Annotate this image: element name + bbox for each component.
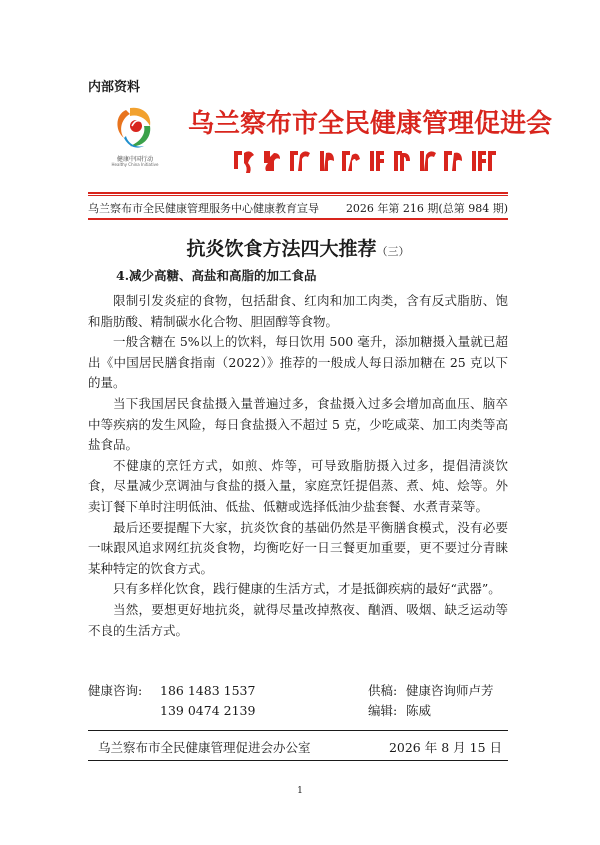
paragraph: 限制引发炎症的食物，包括甜食、红肉和加工肉类，含有反式脂肪、饱和脂肪酸、精制碳水化合物、胆固醇等食物。 [88, 293, 508, 329]
healthy-china-logo-icon [96, 104, 178, 186]
paragraph: 不健康的烹饪方式，如煎、炸等，可导致脂肪摄入过多，提倡清淡饮食，尽量减少烹调油与食盐的摄入量，家庭烹饪提倡蒸、煮、炖、烩等。外卖订餐下单时注明低油、低盐、低糖或选择低油少盐套餐、水煮青菜等。 [88, 457, 508, 514]
logo-subcaption: Healthy China Initiative [111, 162, 159, 167]
organization-title: 乌兰察布市全民健康管理促进会 [188, 109, 553, 139]
article-title-text: 抗炎饮食方法四大推荐 [186, 238, 377, 260]
internal-material-label: 内部资料 [88, 80, 141, 95]
article-title [88, 234, 508, 261]
section-heading: 4.减少高糖、高盐和高脂的加工食品 [116, 268, 317, 283]
footer-office: 乌兰察布市全民健康管理促进会办公室 [98, 740, 311, 755]
contributor-label: 供稿: [368, 683, 398, 698]
header-divider-bottom [88, 218, 508, 220]
paragraph: 当下我国居民食盐摄入量普遍过多，食盐摄入过多会增加高血压、脑卒中等疾病的发生风险，每日食盐摄入不超过 5 克，少吃咸菜、加工肉类等高盐食品。 [88, 395, 508, 453]
consult-label: 健康咨询: [88, 683, 143, 698]
article-body [88, 291, 508, 641]
header-divider-top [88, 192, 508, 194]
page-number: 1 [297, 786, 303, 796]
footer-divider-bottom [88, 760, 508, 761]
footer-divider-top [88, 730, 508, 731]
consult-phone-1: 186 1483 1537 [160, 683, 256, 698]
paragraph: 一般含糖在 5%以上的饮料，每日饮用 500 毫升，添加糖摄入量就已超出《中国居民膳食指南（2022）》推荐的一般成人每日添加糖在 25 克以下的量。 [88, 334, 508, 391]
paragraph: 当然，要想更好地抗炎，就得尽量改掉熬夜、酗酒、吸烟、缺乏运动等不良的生活方式。 [88, 601, 508, 638]
paragraph: 最后还要提醒下大家，抗炎饮食的基础仍然是平衡膳食模式，没有必要一味跟风追求网红抗炎食物，均衡吃好一日三餐更加重要，更不要过分青睐某种特定的饮食方式。 [88, 519, 508, 576]
article-title-suffix: （三） [376, 245, 410, 258]
consult-phone-2: 139 0474 2139 [160, 703, 256, 718]
footer-date: 2026 年 8 月 15 日 [388, 740, 502, 755]
contributor-name: 健康咨询师卢芳 [406, 683, 494, 698]
issue-number: 2026 年第 216 期(总第 984 期) [345, 202, 508, 215]
header-divider-top-thin [88, 195, 508, 196]
editor-name: 陈威 [406, 703, 432, 718]
paragraph: 只有多样化饮食，践行健康的生活方式，才是抵御疾病的最好“武器”。 [113, 581, 501, 597]
editor-label: 编辑: [368, 703, 398, 718]
mongolian-script-title [230, 145, 500, 177]
logo-caption: 健康中国行动 [116, 156, 153, 163]
contact-block [88, 681, 508, 721]
publisher-line: 乌兰察布市全民健康管理服务中心健康教育宣导 [88, 202, 319, 215]
